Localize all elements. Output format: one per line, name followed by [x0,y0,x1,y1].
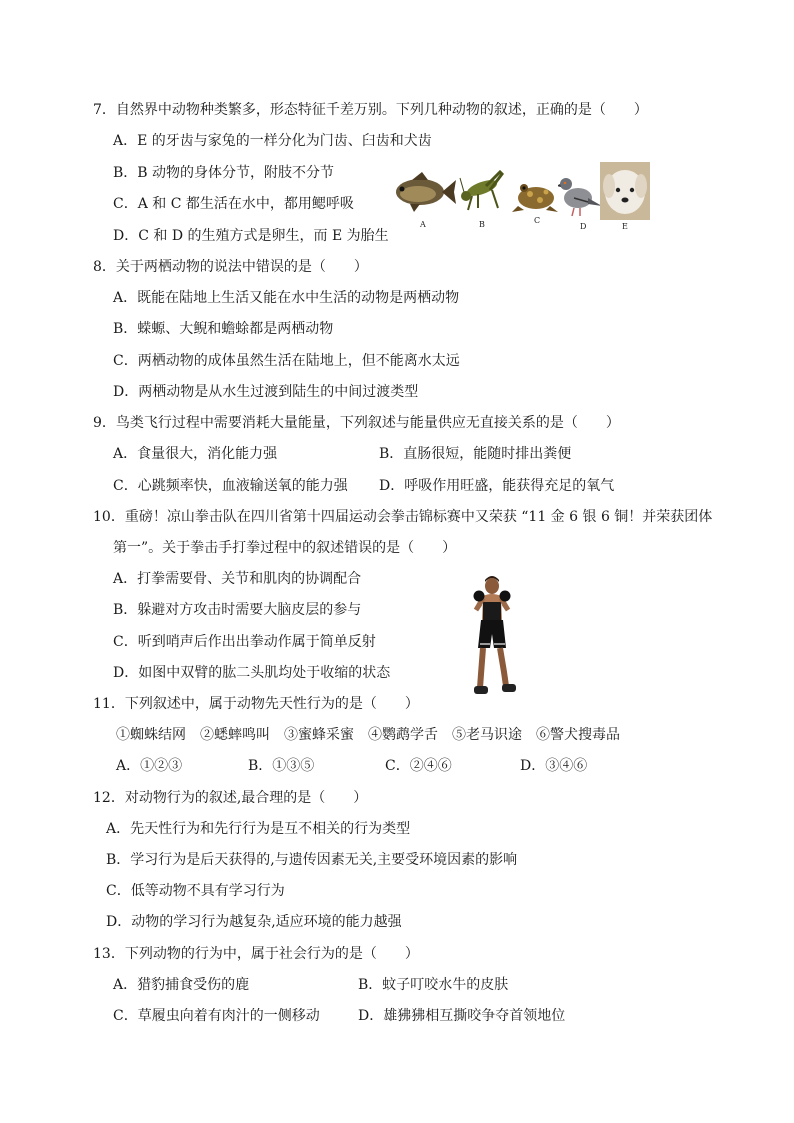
animals-figure [392,162,654,232]
q11-items: ①蜘蛛结网 ②蟋蟀鸣叫 ③蜜蜂采蜜 ④鹦鹉学舌 ⑤老马识途 ⑥警犬搜毒品 [116,727,620,743]
pigeon-image [558,172,602,218]
q10-option-d: D．如图中双臂的肱二头肌均处于收缩的状态 [113,665,391,681]
boxer-image [466,574,518,698]
q8-option-c: C．两栖动物的成体虽然生活在陆地上，但不能离水太远 [113,353,460,369]
q11-option-d: D．③④⑥ [520,758,588,774]
q10-option-b: B．躲避对方攻击时需要大脑皮层的参与 [113,602,362,618]
q13-option-d: D．雄狒狒相互撕咬争夺首领地位 [358,1008,566,1024]
q10-stem-line1: 10．重磅！凉山拳击队在四川省第十四届运动会拳击锦标赛中又荣获 “11 金 6 银 6 铜！并荣获团体 [93,509,713,525]
image-label-c: C [534,216,541,225]
q7-option-b: B．B 动物的身体分节，附肢不分节 [113,165,335,181]
q13-option-c: C．草履虫向着有肉汁的一侧移动 [113,1008,320,1024]
image-label-e: E [622,222,628,231]
q9-option-b: B．直肠很短，能随时排出粪便 [379,446,572,462]
q8-option-d: D．两栖动物是从水生过渡到陆生的中间过渡类型 [113,384,419,400]
q9-option-a: A．食量很大，消化能力强 [113,446,278,462]
q7-option-c: C．A 和 C 都生活在水中，都用鳃呼吸 [113,196,354,212]
q13-stem: 13．下列动物的行为中，属于社会行为的是（ ） [93,946,419,962]
q11-option-a: A．①②③ [116,758,183,774]
q7-option-a: A．E 的牙齿与家兔的一样分化为门齿、臼齿和犬齿 [113,133,432,149]
image-label-d: D [580,222,587,231]
q9-stem: 9．鸟类飞行过程中需要消耗大量能量，下列叙述与能量供应无直接关系的是（ ） [93,415,620,431]
q12-option-a: A．先天性行为和先行行为是互不相关的行为类型 [106,821,411,837]
frog-image [512,176,558,214]
q9-option-d: D．呼吸作用旺盛，能获得充足的氧气 [379,478,615,494]
q10-stem-line2: 第一”。关于拳击手打拳过程中的叙述错误的是（ ） [113,540,457,556]
q8-option-b: B．蝾螈、大鲵和蟾蜍都是两栖动物 [113,321,334,337]
q8-option-a: A．既能在陆地上生活又能在水中生活的动物是两栖动物 [113,290,460,306]
puppy-image [600,162,650,220]
q11-option-b: B．①③⑤ [248,758,315,774]
q12-option-b: B．学习行为是后天获得的,与遗传因素无关,主要受环境因素的影响 [106,852,518,868]
q7-option-d: D．C 和 D 的生殖方式是卵生，而 E 为胎生 [113,228,389,244]
q13-option-b: B．蚊子叮咬水牛的皮肤 [358,977,509,993]
q7-stem: 7．自然界中动物种类繁多，形态特征千差万别。下列几种动物的叙述，正确的是（ ） [93,102,648,118]
q12-stem: 12．对动物行为的叙述,最合理的是（ ） [93,790,368,806]
q12-option-d: D．动物的学习行为越复杂,适应环境的能力越强 [106,914,402,930]
q10-option-c: C．听到哨声后作出出拳动作属于简单反射 [113,634,376,650]
image-label-b: B [479,220,485,229]
q11-option-c: C．②④⑥ [385,758,452,774]
q10-option-a: A．打拳需要骨、关节和肌肉的协调配合 [113,571,362,587]
image-label-a: A [420,220,426,229]
q8-stem: 8．关于两栖动物的说法中错误的是（ ） [93,259,368,275]
q11-stem: 11．下列叙述中，属于动物先天性行为的是（ ） [93,696,419,712]
q12-option-c: C．低等动物不具有学习行为 [106,883,285,899]
q9-option-c: C．心跳频率快，血液输送氧的能力强 [113,478,348,494]
fish-image [392,170,458,214]
q13-option-a: A．猎豹捕食受伤的鹿 [113,977,250,993]
grasshopper-image [458,168,504,214]
